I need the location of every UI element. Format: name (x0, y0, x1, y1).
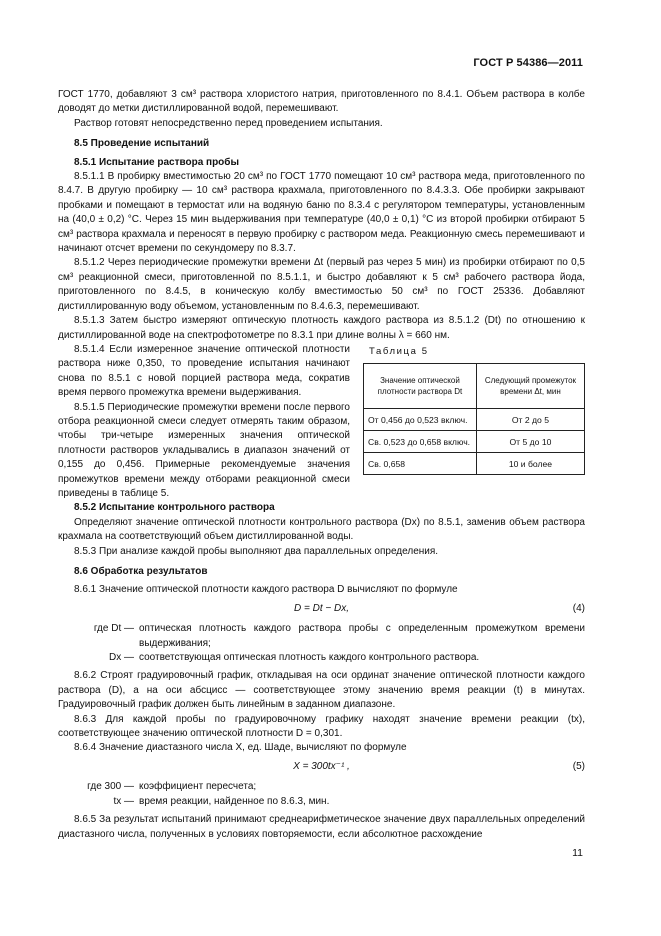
where-item (58, 795, 585, 809)
where-text: оптическая плотность каждого раствора пробы с определенным промежутком времени выдерживания; (139, 623, 585, 649)
table-cell: 10 и более (476, 453, 584, 475)
table-header: Значение оптической плотности раствора Dt (364, 364, 477, 409)
where-text: время реакции, найденное по 8.6.3, мин. (139, 795, 330, 807)
where-item (58, 622, 585, 651)
formula-4 (58, 602, 585, 616)
document-body (58, 88, 585, 842)
where-item (58, 780, 585, 794)
table-row (364, 453, 585, 475)
where-text: соответствующая оптическая плотность каждого контрольного раствора. (139, 652, 480, 664)
where-text: коэффициент пересчета; (139, 781, 257, 793)
table-cell: От 5 до 10 (476, 431, 584, 453)
formula-5-number: (5) (572, 760, 585, 772)
table-cell: От 0,456 до 0,523 включ. (364, 409, 477, 431)
intro-paragraph: Раствор готовят непосредственно перед проведением испытания. (74, 117, 383, 129)
paragraph-8-6-3: 8.6.3 Для каждой пробы по градуировочному графику находят значение времени реакции (tx), соответствующее значению оптической плотности D = 0,301. (58, 713, 585, 740)
table-row (364, 431, 585, 453)
table-header: Следующий промежуток времени Δt, мин (476, 364, 584, 409)
table-cell: Св. 0,523 до 0,658 включ. (364, 431, 477, 453)
section-8-5-heading: 8.5 Проведение испытаний (74, 138, 210, 150)
table-cell: Св. 0,658 (364, 453, 477, 475)
paragraph-8-5-1-2: 8.5.1.2 Через периодические промежутки времени Δt (первый раз через 5 мин) из пробирки отбирают по 0,5 см³ реакционной смеси, приготовленной по 8.5.1.1, и быстро добавляют к 5 см³ рабочего раствора йода, приготовленного по 8.4.5, в коническую колбу вместимостью 50 см³ по ГОСТ 25336. Добавляют дистиллированную воду объемом, установленным по 8.4.6.3, перемешивают. (58, 257, 585, 312)
formula-4-number: (4) (572, 602, 585, 614)
paragraph-8-6-4: 8.6.4 Значение диастазного числа X, ед. Шаде, вычисляют по формуле (74, 742, 407, 754)
table-5 (363, 343, 585, 475)
paragraph-8-5-1-4: 8.5.1.4 Если измеренное значение оптической плотности раствора ниже 0,350, то проведение испытания начинают снова по 8.5.1 с новой порцией раствора меда, сократив время первого промежутка времени выдерживания. (58, 343, 350, 399)
paragraph-8-5-1-1: 8.5.1.1 В пробирку вместимостью 20 см³ по ГОСТ 1770 помещают 10 см³ раствора меда, приготовленного по 8.4.7. В другую пробирку — 10 см³ раствора крахмала, приготовленного по 8.4.3.3. Обе пробирки закрывают пробками и помещают в термостат или на водяную баню по 8.3.4 с регулятором температуры, установленным на (40,0 ± 0,2) °С. Через 15 мин выдерживания при температуре (40,0 ± 0,1) °С из второй пробирки отбирают 5 см³ раствора крахмала и переносят в первую пробирку с раствором меда. Реакционную смесь перемешивают и начинают отсчет времени по секундомеру по 8.3.7. (58, 171, 585, 255)
where-symbol: Dx — (109, 652, 134, 664)
paragraph-8-5-1-3: 8.5.1.3 Затем быстро измеряют оптическую плотность каждого раствора из 8.5.1.2 (Dt) по отношению к дистиллированной воде на спектрофотометре по 8.3.1 при длине волны λ = 660 нм. (58, 315, 585, 341)
table-5-grid (363, 363, 585, 475)
paragraph-8-6-5: 8.6.5 За результат испытаний принимают среднеарифметическое значение двух параллельных определений диастазного числа, полученных в условиях повторяемости, если абсолютное расхождение (58, 814, 585, 840)
formula-4-expression: D = Dt − Dx, (293, 602, 349, 614)
section-8-5-2-heading: 8.5.2 Испытание контрольного раствора (74, 502, 275, 514)
paragraph-8-6-1: 8.6.1 Значение оптической плотности каждого раствора D вычисляют по формуле (74, 584, 458, 596)
paragraph-8-5-2: Определяют значение оптической плотности контрольного раствора (Dx) по 8.5.1, заменив объем раствора крахмала на соответствующий объем дистиллированной воды. (58, 516, 585, 543)
section-8-5-1-heading: 8.5.1 Испытание раствора пробы (74, 156, 240, 168)
section-8-6-heading: 8.6 Обработка результатов (74, 566, 208, 577)
table-row (364, 409, 585, 431)
where-item (58, 651, 585, 665)
document-header: ГОСТ Р 54386—2011 (473, 57, 583, 69)
paragraph-8-5-3: 8.5.3 При анализе каждой пробы выполняют два параллельных определения. (74, 545, 439, 557)
formula-5 (58, 760, 585, 774)
formula-5-expression: X = 300tx⁻¹ , (293, 760, 350, 772)
paragraph-8-5-1-5: 8.5.1.5 Периодические промежутки времени после первого отбора реакционной смеси следует отмерять таким образом, чтобы три-четыре измеренных значения оптической плотности растворов укладывались в диапазон значений от 0,155 до 0,456. Примерные рекомендуемые значения промежутков времени между отборами реакционной смеси приведены в таблице 5. (58, 401, 350, 499)
table-cell: От 2 до 5 (476, 409, 584, 431)
paragraph-with-table (58, 343, 585, 501)
where-symbol: tx — (113, 795, 134, 807)
intro-paragraph: ГОСТ 1770, добавляют 3 см³ раствора хлористого натрия, приготовленного по 8.4.1. Объем раствора в колбе доводят до метки дистиллированной водой, перемешивают. (58, 89, 585, 115)
where-symbol: где 300 — (87, 781, 134, 793)
table-5-title: Таблица 5 (369, 345, 429, 357)
paragraph-8-6-2: 8.6.2 Строят градуировочный график, откладывая на оси ординат значение оптической плотности каждого раствора (D), а на оси абсцисс — соответствующее этому значению время реакции (t) в минутах. Градуировочный график должен быть линейным в заданном диапазоне. (58, 670, 585, 711)
where-symbol: где Dt — (93, 623, 134, 635)
page-number: 11 (572, 847, 583, 859)
paragraph-column (58, 343, 350, 501)
